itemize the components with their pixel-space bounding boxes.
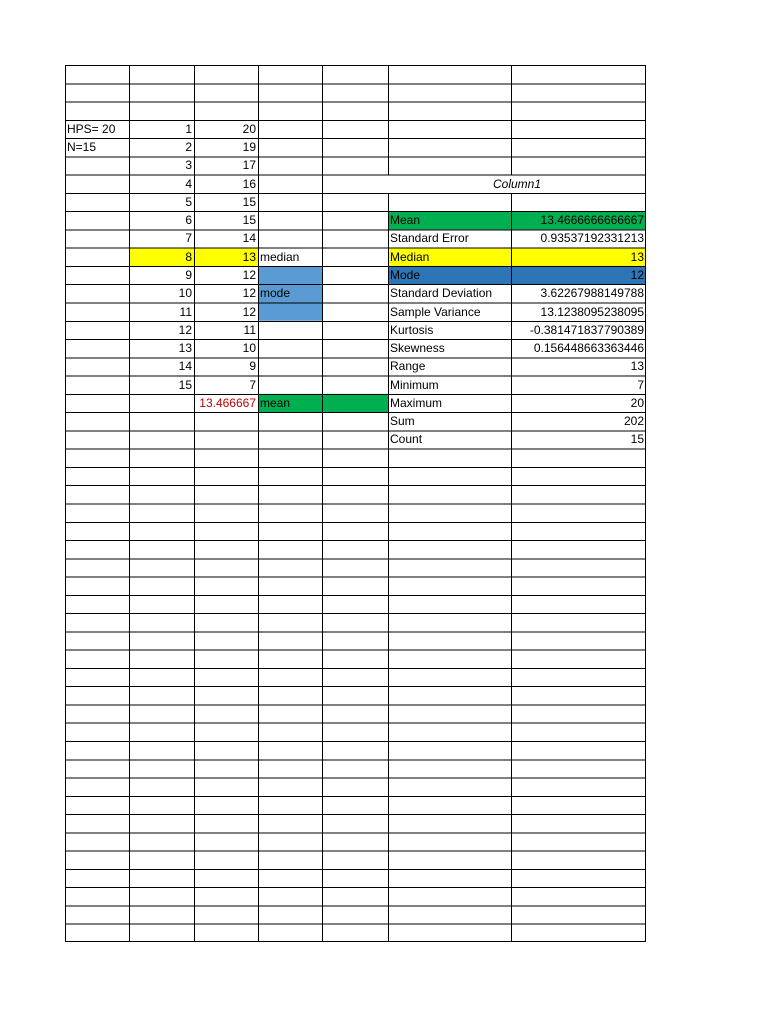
score-cell: 10: [242, 341, 256, 356]
stat-value: 13.1238095238095: [540, 304, 644, 319]
rank-cell: 9: [185, 267, 192, 282]
rank-cell: 14: [178, 359, 192, 374]
stat-label: Mode: [390, 267, 421, 282]
note-cell: median: [260, 249, 300, 264]
stat-value: 0.156448663363446: [533, 341, 644, 356]
stat-value: 3.62267988149788: [540, 286, 644, 301]
rank-cell: 3: [185, 158, 192, 173]
score-cell: 19: [242, 140, 256, 155]
stat-value: 7: [637, 377, 644, 392]
score-cell: 15: [242, 194, 256, 209]
stat-label: Maximum: [390, 395, 443, 410]
stat-value: 12: [630, 267, 644, 282]
stat-label: Kurtosis: [390, 322, 434, 337]
note-cell: mode: [260, 286, 291, 301]
score-cell: 11: [243, 322, 256, 337]
score-cell: 9: [249, 359, 256, 374]
mode-highlight-3: [258, 303, 322, 321]
rank-cell: 13: [178, 341, 192, 356]
rank-cell: 11: [179, 304, 192, 319]
stat-label: Skewness: [390, 341, 445, 356]
rank-cell: 6: [185, 213, 192, 228]
score-cell: 14: [242, 231, 256, 246]
score-cell: 12: [242, 304, 256, 319]
rank-cell: 2: [185, 140, 192, 155]
stat-value: 13: [630, 249, 644, 264]
score-cell: 16: [242, 176, 256, 191]
stat-value: 20: [630, 395, 644, 410]
stat-value: 202: [623, 414, 644, 429]
mode-highlight-1: [258, 266, 322, 284]
stats-header: Column1: [492, 176, 542, 191]
score-cell: 12: [242, 267, 256, 282]
score-cell: 20: [242, 121, 256, 136]
rank-cell: 7: [185, 231, 192, 246]
score-cell: 13: [242, 249, 256, 264]
score-cell: 15: [242, 213, 256, 228]
stat-label: Sample Variance: [390, 304, 481, 319]
score-cell: 12: [242, 286, 256, 301]
rank-cell: 12: [178, 322, 192, 337]
stat-label: Standard Deviation: [390, 286, 493, 301]
stat-value: -0.381471837790389: [529, 322, 644, 337]
rank-cell: 10: [178, 286, 192, 301]
score-cell: 7: [249, 377, 256, 392]
stat-label: Median: [390, 249, 430, 264]
spreadsheet: [65, 65, 646, 942]
mean-value-cell: 13.466667: [199, 395, 256, 410]
stat-value: 13: [630, 359, 644, 374]
rank-cell: 4: [185, 176, 192, 191]
stat-label: Range: [390, 359, 426, 374]
stat-label: Standard Error: [390, 231, 469, 246]
stat-value: 13.4666666666667: [540, 213, 644, 228]
rank-cell: 8: [185, 249, 192, 264]
stat-label: Mean: [390, 213, 421, 228]
rank-cell: 1: [185, 121, 192, 136]
stat-label: Sum: [390, 414, 415, 429]
mean-label-cell: mean: [260, 395, 291, 410]
stat-label: Minimum: [390, 377, 439, 392]
score-cell: 17: [242, 158, 256, 173]
stat-label: Count: [390, 432, 423, 447]
n-label: N=15: [67, 140, 97, 155]
stat-value: 15: [630, 432, 644, 447]
hps-label: HPS= 20: [67, 121, 116, 136]
rank-cell: 15: [178, 377, 192, 392]
rank-cell: 5: [185, 194, 192, 209]
stat-value: 0.93537192331213: [540, 231, 644, 246]
